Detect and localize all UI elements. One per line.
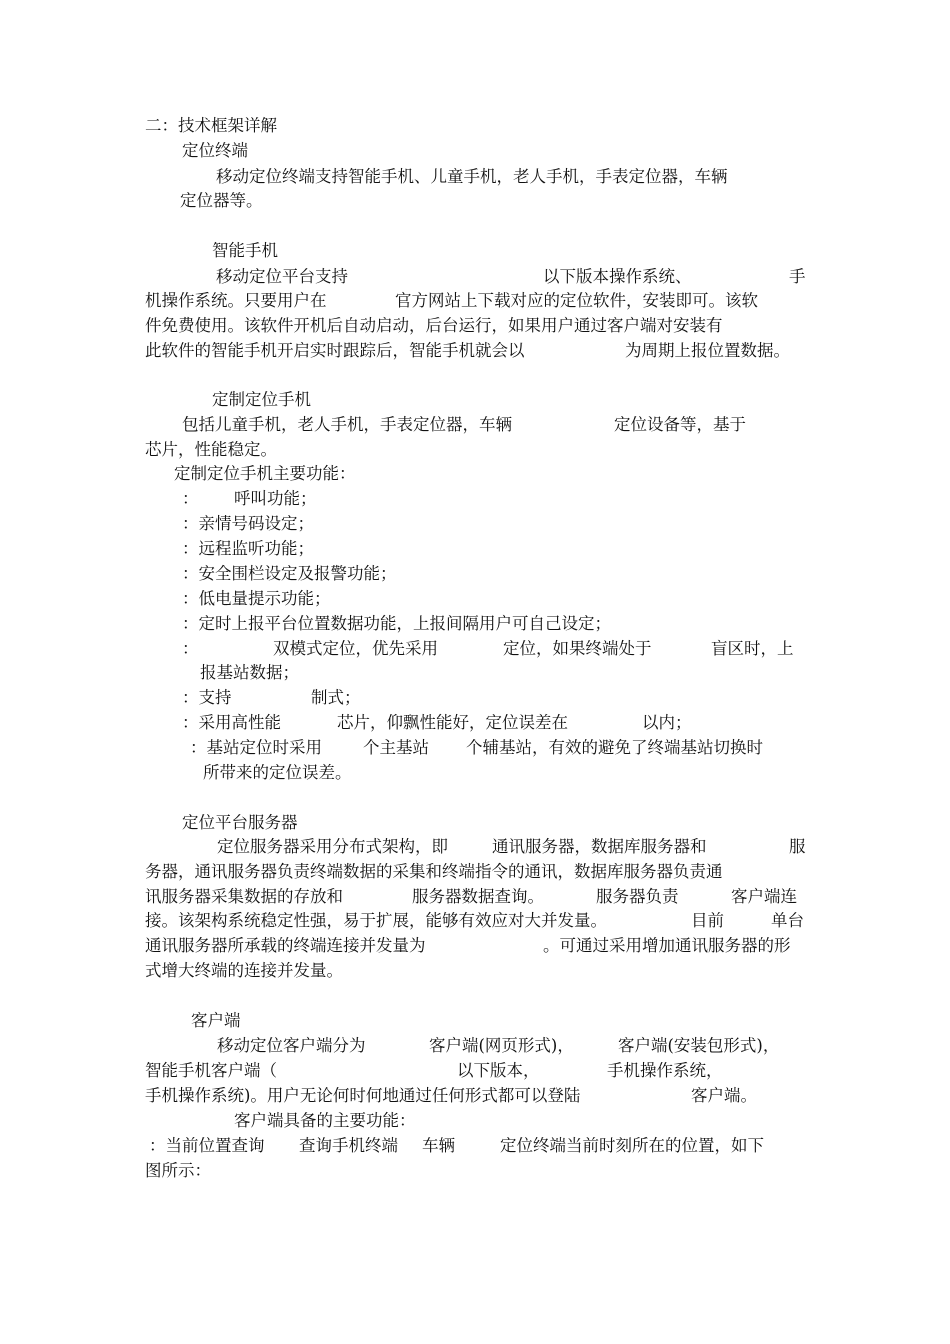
client-text: 智能手机客户端（ — [145, 1061, 277, 1080]
smartphone-text: 手 — [789, 267, 806, 286]
server-text: 务器，通讯服务器负责终端数据的采集和终端指令的通讯，数据库服务器负责通 — [145, 862, 723, 881]
feature-item: 个辅基站，有效的避免了终端基站切换时 — [466, 738, 763, 757]
custom-phone-features-title: 定制定位手机主要功能： — [174, 464, 356, 483]
feature-item: ： — [182, 489, 199, 508]
feature-item: 定位，如果终端处于 — [503, 639, 652, 658]
client-text: 客户端(网页形式)， — [429, 1036, 574, 1055]
feature-item: 报基站数据； — [200, 663, 299, 682]
server-text: 讯服务器采集数据的存放和 — [145, 887, 343, 906]
smartphone-text: 官方网站上下载对应的定位软件，安装即可。该软 — [395, 291, 758, 310]
feature-item: 双模式定位，优先采用 — [273, 639, 438, 658]
feature-item: 盲区时，上 — [711, 639, 794, 658]
smartphone-text: 机操作系统。只要用户在 — [145, 291, 327, 310]
custom-phone-text: 包括儿童手机，老人手机，手表定位器，车辆 — [182, 415, 512, 434]
feature-item: 所带来的定位误差。 — [203, 763, 352, 782]
feature-item: ：支持 — [182, 688, 232, 707]
client-text: 客户端。 — [691, 1086, 757, 1105]
client-feature-item: 查询手机终端 — [299, 1136, 398, 1155]
client-feature-item: 定位终端当前时刻所在的位置，如下 — [500, 1136, 764, 1155]
feature-item: ：定时上报平台位置数据功能，上报间隔用户可自己设定； — [182, 614, 611, 633]
feature-item: ：亲情号码设定； — [182, 514, 314, 533]
custom-phone-text: 芯片，性能稳定。 — [145, 440, 277, 459]
terminal-title: 定位终端 — [182, 141, 248, 160]
smartphone-title: 智能手机 — [212, 241, 278, 260]
feature-item: 呼叫功能； — [234, 489, 317, 508]
client-text: 移动定位客户端分为 — [217, 1036, 366, 1055]
server-text: 通讯服务器，数据库服务器和 — [492, 837, 707, 856]
client-text: 客户端(安装包形式)， — [618, 1036, 780, 1055]
server-text: 目前 — [691, 911, 724, 930]
section-heading: 二：技术框架详解 — [145, 116, 277, 135]
server-text: 服 — [789, 837, 806, 856]
smartphone-text: 为周期上报位置数据。 — [625, 341, 790, 360]
feature-item: ：安全围栏设定及报警功能； — [182, 564, 397, 583]
server-text: 客户端连 — [731, 887, 797, 906]
client-feature-item: 图所示： — [145, 1161, 211, 1180]
server-text: 定位服务器采用分布式架构，即 — [217, 837, 448, 856]
server-text: 单台 — [771, 911, 804, 930]
client-text: 以下版本， — [457, 1061, 540, 1080]
feature-item: 以内； — [642, 713, 692, 732]
feature-item: ： — [182, 639, 199, 658]
feature-item: ：远程监听功能； — [182, 539, 314, 558]
server-text: 服务器负责 — [596, 887, 679, 906]
feature-item: 个主基站 — [363, 738, 429, 757]
feature-item: 制式； — [311, 688, 361, 707]
custom-phone-text: 定位设备等，基于 — [614, 415, 746, 434]
client-feature-item: 车辆 — [422, 1136, 455, 1155]
client-feature-item: ：当前位置查询 — [149, 1136, 265, 1155]
server-text: 接。该架构系统稳定性强，易于扩展，能够有效应对大并发量。 — [145, 911, 607, 930]
smartphone-text: 件免费使用。该软件开机后自动启动，后台运行，如果用户通过客户端对安装有 — [145, 316, 723, 335]
server-text: 通讯服务器所承载的终端连接并发量为 — [145, 936, 426, 955]
server-text: 式增大终端的连接并发量。 — [145, 961, 343, 980]
smartphone-text: 以下版本操作系统、 — [543, 267, 692, 286]
feature-item: 芯片，仰飘性能好，定位误差在 — [337, 713, 568, 732]
client-features-title: 客户端具备的主要功能： — [234, 1111, 416, 1130]
feature-item: ：采用高性能 — [182, 713, 281, 732]
feature-item: ：基站定位时采用 — [190, 738, 322, 757]
terminal-body-line-1: 移动定位终端支持智能手机、儿童手机，老人手机，手表定位器，车辆 — [216, 167, 728, 186]
server-text: 服务器数据查询。 — [412, 887, 544, 906]
custom-phone-title: 定制定位手机 — [212, 390, 311, 409]
client-text: 手机操作系统)。用户无论何时何地通过任何形式都可以登陆 — [145, 1086, 581, 1105]
smartphone-text: 此软件的智能手机开启实时跟踪后，智能手机就会以 — [145, 341, 525, 360]
server-title: 定位平台服务器 — [182, 813, 298, 832]
client-title: 客户端 — [191, 1011, 241, 1030]
client-text: 手机操作系统， — [607, 1061, 723, 1080]
server-text: 。可通过采用增加通讯服务器的形 — [543, 936, 791, 955]
terminal-body-line-2: 定位器等。 — [180, 191, 263, 210]
feature-item: ：低电量提示功能； — [182, 589, 331, 608]
smartphone-text: 移动定位平台支持 — [216, 267, 348, 286]
